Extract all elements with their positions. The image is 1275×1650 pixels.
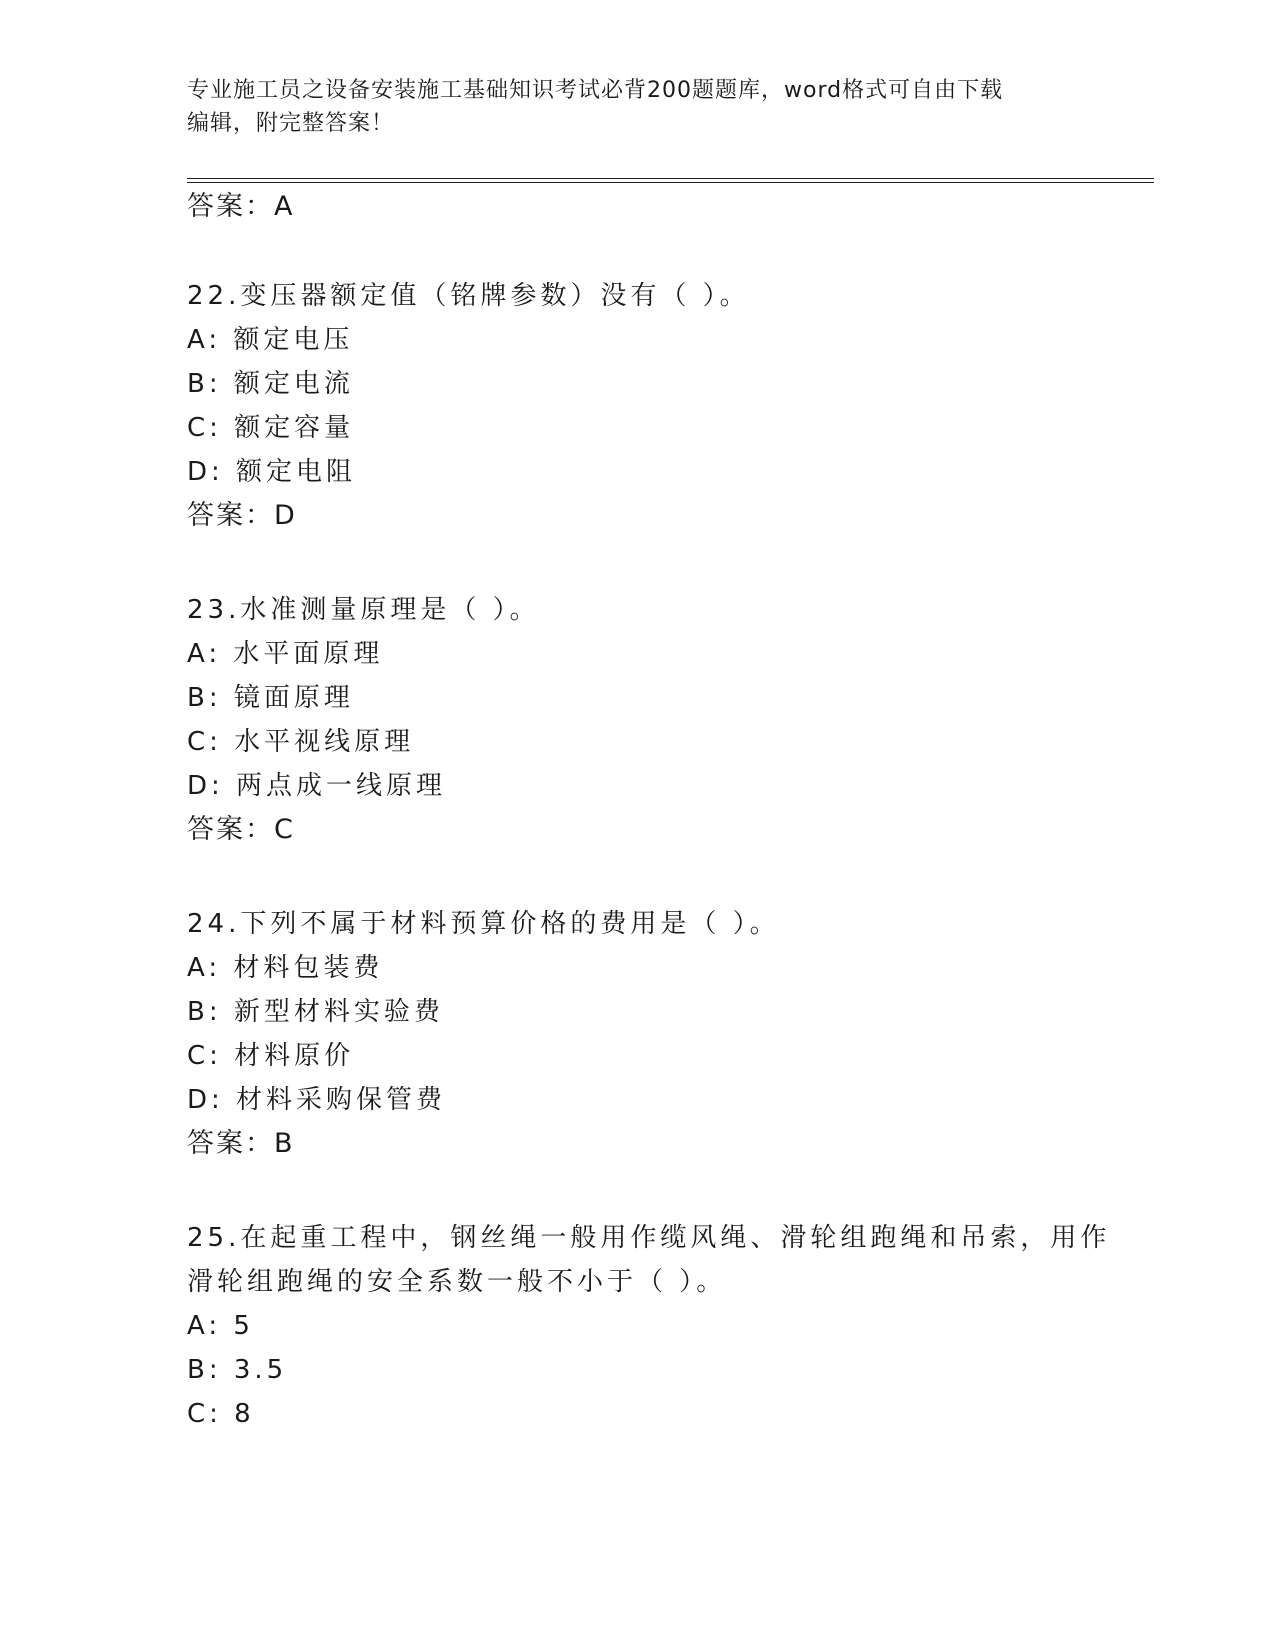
- document-header: [187, 74, 1067, 140]
- question-24-option-b: B: 新型材料实验费: [187, 997, 444, 1027]
- question-24-answer: 答案：B: [187, 1128, 295, 1159]
- question-22-option-a: A: 额定电压: [187, 325, 354, 355]
- question-25-stem-line-2: 滑轮组跑绳的安全系数一般不小于（ ）。: [187, 1267, 727, 1297]
- question-23-option-d: D: 两点成一线原理: [187, 771, 447, 801]
- question-23-option-a: A: 水平面原理: [187, 639, 384, 669]
- question-22-answer: 答案：D: [187, 500, 297, 531]
- question-25-option-c: C: 8: [187, 1399, 255, 1429]
- question-24-option-d: D: 材料采购保管费: [187, 1085, 447, 1115]
- question-25-option-b: B: 3.5: [187, 1355, 288, 1385]
- question-22-option-d: D: 额定电阻: [187, 457, 357, 487]
- question-23-answer: 答案：C: [187, 814, 295, 845]
- question-24-option-c: C: 材料原价: [187, 1041, 355, 1071]
- question-22-stem: 22.变压器额定值（铭牌参数）没有（ ）。: [187, 281, 750, 311]
- question-25-stem-line-1: 25.在起重工程中，钢丝绳一般用作缆风绳、滑轮组跑绳和吊索，用作: [187, 1223, 1111, 1253]
- question-22-option-b: B: 额定电流: [187, 369, 354, 399]
- header-divider-bottom: [187, 182, 1154, 183]
- question-25-option-a: A: 5: [187, 1311, 254, 1341]
- question-24-stem: 24.下列不属于材料预算价格的费用是（ ）。: [187, 909, 780, 939]
- question-22-option-c: C: 额定容量: [187, 413, 355, 443]
- question-23-option-b: B: 镜面原理: [187, 683, 354, 713]
- question-23-stem: 23.水准测量原理是（ ）。: [187, 595, 540, 625]
- header-line-2: 编辑，附完整答案！: [187, 111, 395, 136]
- question-24-option-a: A: 材料包装费: [187, 953, 384, 983]
- header-divider-top: [187, 178, 1154, 179]
- header-line-1: 专业施工员之设备安装施工基础知识考试必背200题题库，word格式可自由下载: [187, 78, 1004, 103]
- question-23-option-c: C: 水平视线原理: [187, 727, 415, 757]
- previous-answer: 答案：A: [187, 191, 295, 222]
